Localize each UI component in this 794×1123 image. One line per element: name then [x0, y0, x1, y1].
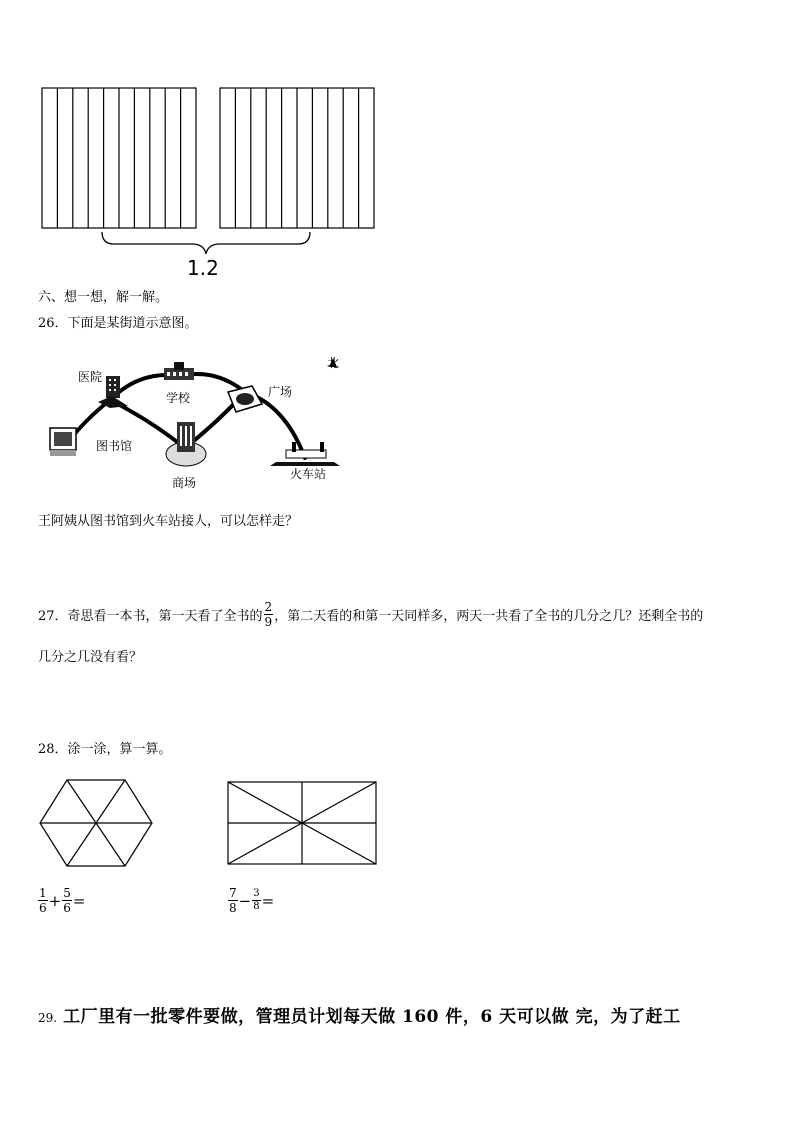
- q26-stem: 26．下面是某街道示意图。: [38, 316, 198, 331]
- q28-equation-2: [228, 886, 275, 915]
- q29-text: 工厂里有一批零件要做，管理员计划每天做 160 件，6 天可以做 完，为了赶工: [63, 1007, 681, 1027]
- eq1-operator: +: [48, 891, 62, 910]
- q29-number: 29.: [38, 1011, 58, 1025]
- eq1-b-den: 6: [63, 901, 71, 915]
- map-square-label: 广场: [268, 385, 293, 399]
- q27-frac-den: 9: [264, 615, 273, 629]
- strip-rect-left: [42, 88, 196, 228]
- q27-text-b: ，第二天看的和第一天同样多，两天一共看了全书的几分之几？还剩全书的: [274, 609, 704, 624]
- map-hospital-label: 医院: [78, 370, 103, 384]
- hexagon-figure: [38, 778, 154, 868]
- eq2-b-den: 8: [253, 901, 260, 912]
- rectangle-figure: [226, 780, 378, 866]
- eq2-a-num: 7: [229, 886, 237, 900]
- map-station-label: 火车站: [290, 467, 327, 481]
- q27-text-a: 27．奇思看一本书，第一天看了全书的: [38, 609, 263, 624]
- section-title: 六、想一想，解一解。: [38, 290, 169, 305]
- curly-brace: [102, 232, 310, 254]
- map-school-label: 学校: [166, 391, 191, 405]
- q28-title: 28．涂一涂，算一算。: [38, 742, 172, 757]
- strip-rect-right: [220, 88, 374, 228]
- eq1-frac-b: [62, 886, 72, 915]
- eq1-a-num: 1: [39, 886, 47, 900]
- q28-equation-1: [38, 886, 86, 915]
- q27-line1: [38, 600, 703, 629]
- eq2-frac-b: [252, 888, 260, 913]
- eq2-a-den: 8: [229, 901, 237, 915]
- eq1-equals: =: [72, 891, 86, 910]
- brace-label: 1.2: [187, 256, 219, 280]
- library-icon: [50, 428, 76, 456]
- mall-icon: [166, 422, 206, 466]
- q27-line2: 几分之几没有看？: [38, 650, 143, 665]
- hospital-icon: [98, 376, 128, 408]
- map-north-label: 北: [327, 356, 340, 370]
- eq2-operator: −: [238, 891, 252, 910]
- q29-line: [38, 1002, 681, 1027]
- eq2-b-num: 3: [253, 888, 260, 899]
- decimal-strips-figure: [38, 84, 378, 254]
- eq2-frac-a: [228, 886, 238, 915]
- school-icon: [164, 362, 194, 380]
- eq1-a-den: 6: [39, 901, 47, 915]
- eq1-b-num: 5: [63, 886, 71, 900]
- map-library-label: 图书馆: [96, 439, 133, 453]
- q26-question: 王阿姨从图书馆到火车站接人，可以怎样走？: [38, 514, 299, 529]
- square-icon: [228, 386, 262, 412]
- q27-frac-num: 2: [264, 600, 273, 614]
- map-mall-label: 商场: [172, 476, 197, 490]
- station-icon: [270, 442, 340, 466]
- q27-fraction: [264, 600, 274, 629]
- eq2-equals: =: [261, 891, 275, 910]
- eq1-frac-a: [38, 886, 48, 915]
